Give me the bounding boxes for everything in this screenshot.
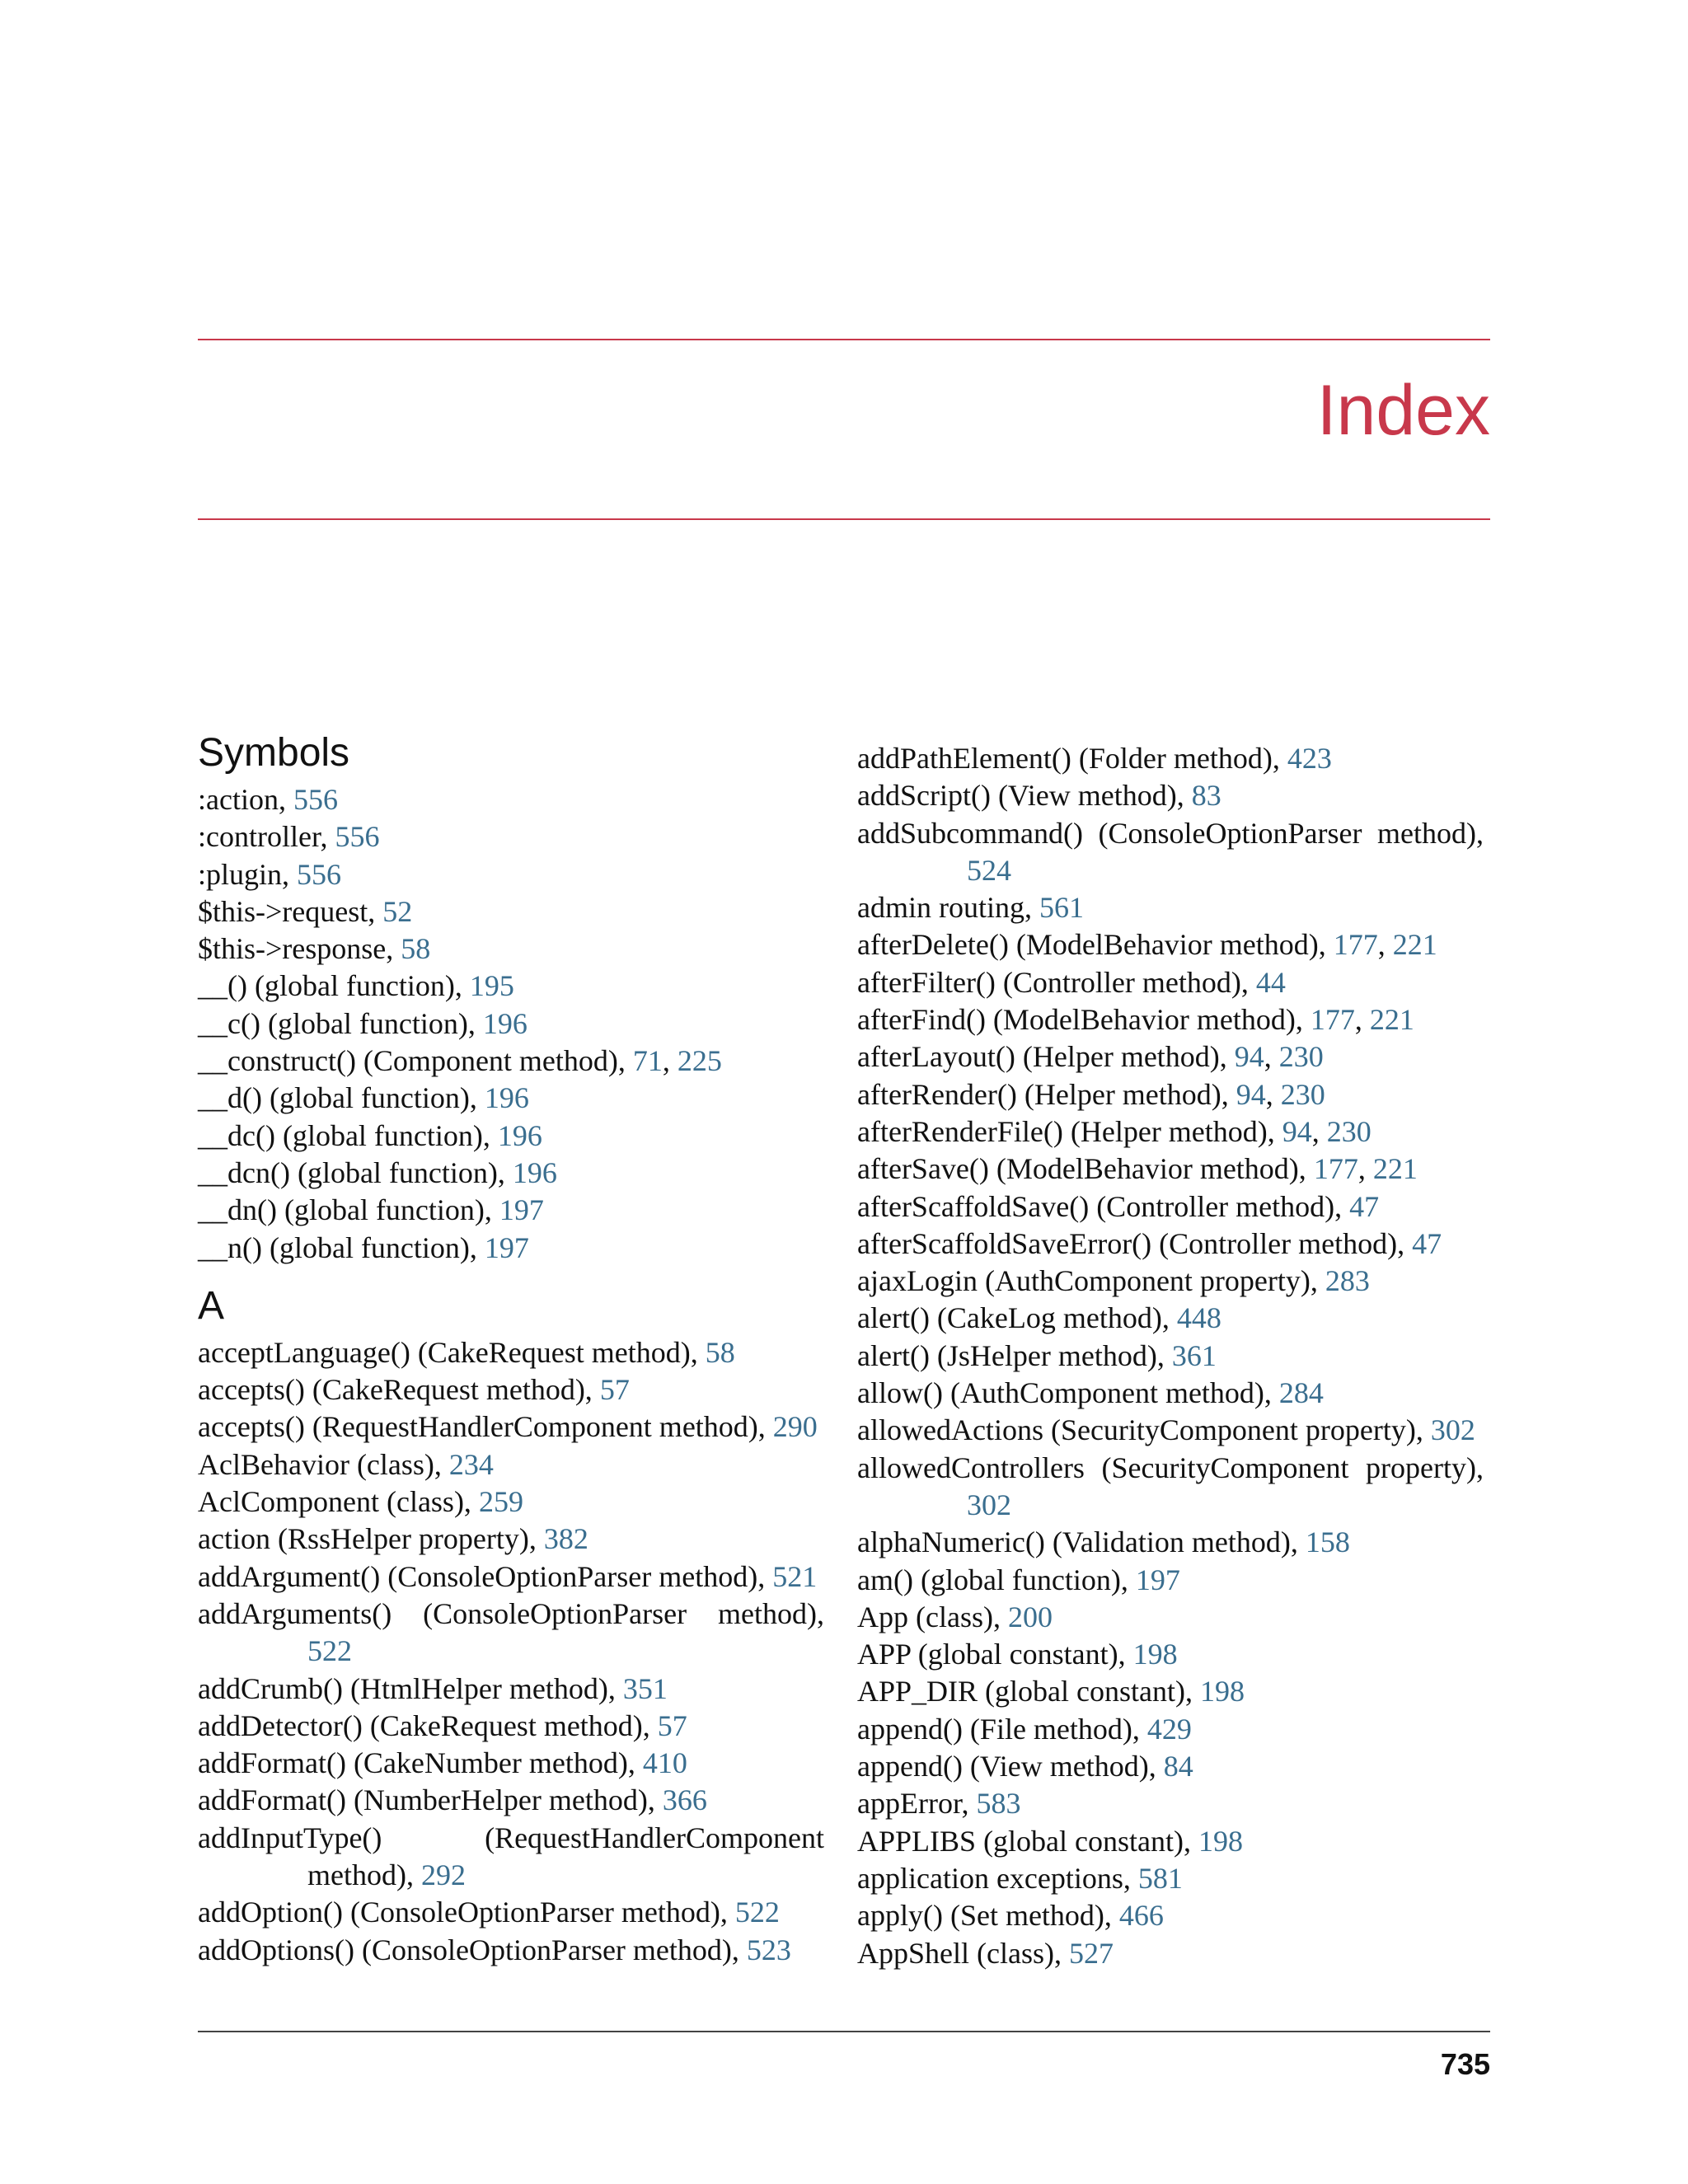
page-link[interactable]: 52 [382, 894, 413, 928]
index-entry: acceptLanguage() (CakeRequest method), 58 [198, 1334, 824, 1371]
index-entry: :action, 556 [198, 781, 824, 818]
index-entry: :plugin, 556 [198, 856, 824, 893]
page-link[interactable]: 302 [967, 1488, 1011, 1521]
page-link[interactable]: 196 [497, 1118, 542, 1152]
index-entry: addFormat() (NumberHelper method), 366 [198, 1782, 824, 1819]
index-entry: $this->request, 52 [198, 893, 824, 930]
page-title: Index [1316, 371, 1490, 450]
index-entry: afterFind() (ModelBehavior method), 177 , 221 [857, 1001, 1484, 1038]
index-entry: append() (View method), 84 [857, 1748, 1484, 1785]
page-link[interactable]: 521 [772, 1559, 818, 1593]
index-column-right [857, 740, 1484, 1972]
page-link[interactable]: 198 [1132, 1638, 1178, 1671]
page-link[interactable]: 197 [1135, 1563, 1180, 1596]
page-link[interactable]: 71 [632, 1044, 663, 1078]
page-link[interactable]: 198 [1199, 1675, 1245, 1708]
index-entry: accepts() (RequestHandlerComponent method), 290 [198, 1408, 824, 1446]
page-link[interactable]: 177 [1310, 1003, 1355, 1037]
index-entry: addScript() (View method), 83 [857, 777, 1484, 814]
page-link[interactable]: 44 [1255, 965, 1286, 999]
page-link[interactable]: 221 [1392, 928, 1437, 962]
index-entry: afterScaffoldSave() (Controller method), 47 [857, 1188, 1484, 1226]
page-link[interactable]: 58 [401, 932, 431, 966]
page-link[interactable]: 83 [1191, 779, 1221, 813]
page-link[interactable]: 259 [478, 1485, 523, 1519]
page-link[interactable]: 197 [499, 1193, 544, 1227]
page-link[interactable]: 366 [662, 1783, 707, 1817]
right-entries-list-1 [857, 740, 1484, 815]
index-entry: application exceptions, 581 [857, 1860, 1484, 1897]
section-heading-a: A [198, 1283, 225, 1328]
index-entry: addInputType() (RequestHandlerComponent [198, 1821, 824, 1854]
index-entry: APP (global constant), 198 [857, 1636, 1484, 1673]
page-link[interactable]: 230 [1280, 1077, 1325, 1111]
index-entry: afterRenderFile() (Helper method), 94 , 230 [857, 1113, 1484, 1151]
index-entry: __dc() (global function), 196 [198, 1118, 824, 1155]
index-entry: APP_DIR (global constant), 198 [857, 1673, 1484, 1710]
page-link[interactable]: 94 [1234, 1040, 1264, 1074]
a-entries-list [198, 1334, 824, 1596]
index-entry: appError, 583 [857, 1785, 1484, 1822]
index-entry: allow() (AuthComponent method), 284 [857, 1375, 1484, 1412]
page-link[interactable]: 230 [1326, 1114, 1372, 1148]
index-entry: append() (File method), 429 [857, 1711, 1484, 1748]
header-rule-bottom [198, 518, 1490, 520]
index-entry: alphaNumeric() (Validation method), 158 [857, 1524, 1484, 1561]
index-entry: addPathElement() (Folder method), 423 [857, 740, 1484, 777]
page-link[interactable]: 423 [1287, 742, 1332, 775]
index-entry: __construct() (Component method), 71 , 225 [198, 1043, 824, 1080]
page-link[interactable]: 221 [1372, 1152, 1418, 1186]
page-link[interactable]: 57 [599, 1373, 630, 1407]
page-link[interactable]: 522 [734, 1896, 780, 1929]
page-link[interactable]: 94 [1236, 1077, 1266, 1111]
page-link[interactable]: 177 [1313, 1152, 1358, 1186]
page-link[interactable]: 284 [1278, 1376, 1324, 1410]
page-link[interactable]: 94 [1282, 1114, 1312, 1148]
page-link[interactable]: 196 [482, 1006, 528, 1040]
page-link[interactable]: 196 [512, 1155, 557, 1189]
page-link[interactable]: 302 [1430, 1413, 1475, 1447]
index-entry: afterLayout() (Helper method), 94 , 230 [857, 1038, 1484, 1076]
page-link[interactable]: 351 [622, 1671, 668, 1705]
page-number: 735 [1440, 2047, 1490, 2081]
page-link[interactable]: 556 [335, 820, 380, 854]
page-link[interactable]: 234 [448, 1447, 494, 1481]
index-entry-continuation [198, 1633, 824, 1670]
index-entry: :controller, 556 [198, 818, 824, 855]
page-link[interactable]: 197 [484, 1230, 529, 1264]
index-entry: addSubcommand() (ConsoleOptionParser method), [857, 816, 1484, 850]
page-link[interactable]: 410 [642, 1746, 687, 1780]
index-entry: __n() (global function), 197 [198, 1230, 824, 1267]
index-entry: AclComponent (class), 259 [198, 1483, 824, 1521]
page-link[interactable]: 200 [1007, 1600, 1053, 1633]
page-link[interactable]: 58 [705, 1335, 735, 1369]
page-link[interactable]: 581 [1137, 1861, 1183, 1895]
page-link[interactable]: 561 [1039, 891, 1084, 925]
index-entry: $this->response, 58 [198, 930, 824, 968]
page-link[interactable]: 230 [1278, 1040, 1324, 1074]
index-entry: ajaxLogin (AuthComponent property), 283 [857, 1263, 1484, 1300]
index-entry: action (RssHelper property), 382 [198, 1521, 824, 1558]
index-entry: addFormat() (CakeNumber method), 410 [198, 1745, 824, 1782]
page-link[interactable]: 523 [746, 1933, 791, 1966]
index-entry: am() (global function), 197 [857, 1562, 1484, 1599]
page-link[interactable]: 221 [1369, 1003, 1414, 1037]
page-link[interactable]: 195 [469, 969, 514, 1003]
index-entry: apply() (Set method), 466 [857, 1897, 1484, 1934]
right-entries-list-2 [857, 889, 1484, 1449]
page-link[interactable]: 556 [297, 857, 342, 891]
index-entry: allowedControllers (SecurityComponent property), [857, 1451, 1484, 1484]
page-link[interactable]: 196 [484, 1081, 529, 1115]
index-entry: addArguments() (ConsoleOptionParser method), [198, 1596, 824, 1630]
index-entry: __dn() (global function), 197 [198, 1192, 824, 1229]
index-entry: admin routing, 561 [857, 889, 1484, 926]
page-link[interactable]: 84 [1163, 1750, 1193, 1783]
index-entry: addArgument() (ConsoleOptionParser method), 521 [198, 1558, 824, 1596]
page-link[interactable]: 448 [1176, 1301, 1221, 1335]
page-link[interactable]: 466 [1118, 1899, 1164, 1933]
a-entries-list-3 [198, 1894, 824, 1969]
index-entry: addOption() (ConsoleOptionParser method), 522 [198, 1894, 824, 1931]
page-link[interactable]: 382 [543, 1522, 588, 1556]
index-entry-continuation: method), 292 [198, 1857, 824, 1894]
index-entry: addCrumb() (HtmlHelper method), 351 [198, 1671, 824, 1708]
page-link[interactable]: 361 [1171, 1338, 1217, 1372]
page-link[interactable]: 158 [1305, 1526, 1350, 1559]
index-entry: afterFilter() (Controller method), 44 [857, 964, 1484, 1001]
index-entry: __dcn() (global function), 196 [198, 1155, 824, 1192]
index-entry: addDetector() (CakeRequest method), 57 [198, 1708, 824, 1745]
page-link[interactable]: 556 [293, 783, 338, 816]
page-link[interactable]: 177 [1333, 928, 1378, 962]
page-link[interactable]: 292 [420, 1858, 466, 1892]
index-entry-continuation [857, 852, 1484, 889]
symbols-list [198, 781, 824, 1267]
index-entry: allowedActions (SecurityComponent property), 302 [857, 1412, 1484, 1449]
page-link[interactable]: 429 [1146, 1712, 1192, 1746]
index-entry: accepts() (CakeRequest method), 57 [198, 1371, 824, 1408]
index-entry: __d() (global function), 196 [198, 1080, 824, 1117]
index-column-left [198, 732, 824, 1969]
page-link[interactable]: 527 [1068, 1936, 1114, 1970]
index-entry: AppShell (class), 527 [857, 1935, 1484, 1972]
index-entry: alert() (JsHelper method), 361 [857, 1338, 1484, 1375]
page-link[interactable]: 524 [967, 853, 1011, 887]
index-entry: __() (global function), 195 [198, 968, 824, 1005]
page-link[interactable]: 57 [657, 1708, 687, 1742]
index-entry: AclBehavior (class), 234 [198, 1446, 824, 1483]
index-entry: APPLIBS (global constant), 198 [857, 1823, 1484, 1860]
right-entries-list-3 [857, 1524, 1484, 1972]
index-entry: __c() (global function), 196 [198, 1005, 824, 1043]
page-link[interactable]: 47 [1349, 1189, 1380, 1223]
footer-rule [198, 2031, 1490, 2032]
index-entry: afterScaffoldSaveError() (Controller method), 47 [857, 1226, 1484, 1263]
index-entry: alert() (CakeLog method), 448 [857, 1300, 1484, 1337]
index-entry: afterSave() (ModelBehavior method), 177 , 221 [857, 1151, 1484, 1188]
page-link[interactable]: 283 [1325, 1264, 1370, 1298]
index-entry: addOptions() (ConsoleOptionParser method), 523 [198, 1932, 824, 1969]
page-link[interactable]: 290 [772, 1410, 818, 1444]
a-entries-list-2 [198, 1671, 824, 1820]
section-heading-symbols: Symbols [198, 731, 350, 775]
index-entry: afterDelete() (ModelBehavior method), 177 , 221 [857, 926, 1484, 963]
index-entry-continuation [857, 1487, 1484, 1524]
page-link[interactable]: 225 [677, 1044, 722, 1078]
page-link[interactable]: 47 [1412, 1226, 1442, 1260]
page-link[interactable]: 522 [307, 1634, 352, 1668]
page-link[interactable]: 198 [1198, 1824, 1243, 1858]
index-entry: App (class), 200 [857, 1599, 1484, 1636]
index-entry: afterRender() (Helper method), 94 , 230 [857, 1076, 1484, 1113]
header-rule-top [198, 339, 1490, 340]
page-link[interactable]: 583 [976, 1787, 1021, 1821]
